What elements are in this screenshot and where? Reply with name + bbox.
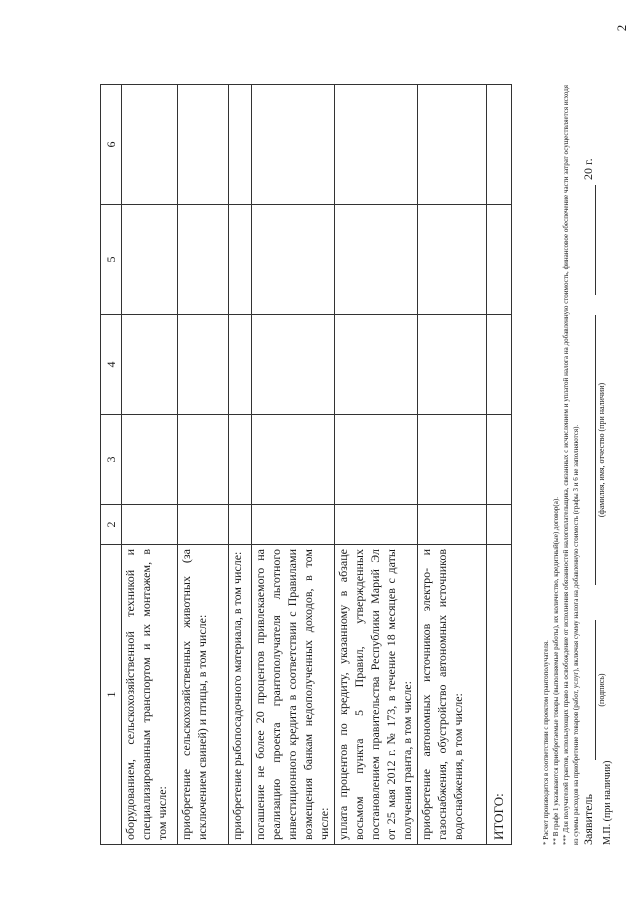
table-cell	[487, 505, 512, 545]
total-label: ИТОГО:	[487, 545, 512, 845]
table-cell	[122, 85, 178, 205]
column-header: 2	[101, 505, 122, 545]
table-row	[418, 85, 487, 845]
rotated-sheet	[100, 85, 620, 845]
table-cell	[252, 415, 335, 505]
table-cell	[487, 85, 512, 205]
table-cell	[252, 205, 335, 315]
table-cell	[418, 505, 487, 545]
column-header: 6	[101, 85, 122, 205]
footnote: * Расчет производится в соответствии с проектом грантополучателя.	[542, 640, 550, 845]
table-cell	[229, 205, 252, 315]
footnote: ** В графе 1 указываются приобретаемые товары (выполняемые работы), их количество, кредитный(ые) договор(а).	[552, 497, 560, 845]
footnote: *** Для получателей грантов, использующих право на освобождение от исполнения обязанностей налогоплательщика, связанных с исчислением и уплатой налога на добавленную стоимость, финансовое обеспечение части затрат осуществляется исходя из суммы расходов на приобретение товаров (работ, услуг), включая сумму налога на добавленную стоимость (графы 3 и 6 не заполняются).	[562, 85, 580, 845]
table-cell	[418, 205, 487, 315]
row-description: приобретение сельскохозяйственных животных (за исключением свиней) и птицы, в том числе:	[178, 545, 229, 845]
column-header: 3	[101, 415, 122, 505]
table-cell	[178, 205, 229, 315]
table-cell	[229, 415, 252, 505]
table-cell	[335, 415, 418, 505]
applicant-label: Заявитель	[581, 794, 595, 845]
signature-line	[595, 620, 596, 760]
name-caption: (фамилия, имя, отчество (при наличии)	[597, 382, 606, 518]
table-cell	[335, 85, 418, 205]
column-header: 5	[101, 205, 122, 315]
date-line	[595, 185, 596, 295]
footnotes	[541, 85, 581, 845]
table-cell	[487, 415, 512, 505]
table-cell	[252, 505, 335, 545]
table-cell	[229, 85, 252, 205]
table-cell	[122, 415, 178, 505]
date-year: 20 г.	[581, 158, 595, 180]
table-cell	[178, 315, 229, 415]
table-cell	[487, 205, 512, 315]
table-row	[252, 85, 335, 845]
table-cell	[122, 505, 178, 545]
table-cell	[252, 315, 335, 415]
table-row	[335, 85, 418, 845]
table-total-row	[487, 85, 512, 845]
row-description: погашение не более 20 процентов привлекаемого на реализацию проекта грантополучателя льготного инвестиционного кредита в соответствии с Правилами возмещения банкам недополученных доходов, в том числе:	[252, 545, 335, 845]
name-line	[595, 315, 596, 585]
row-description: оборудованием, сельскохозяйственной техникой и специализированным транспортом и их монтажем, в том числе:	[122, 545, 178, 845]
row-description: уплата процентов по кредиту, указанному в абзаце восьмом пункта 5 Правил, утвержденных постановлением правительства Республики Марий Эл от 25 мая 2012 г. № 173, в течение 18 месяцев с даты получения гранта, в том числе:	[335, 545, 418, 845]
table-cell	[122, 205, 178, 315]
stamp-label: М.П. (при наличии)	[602, 760, 613, 845]
table-cell	[418, 85, 487, 205]
signature-caption: (подпись)	[597, 673, 606, 707]
table-row	[229, 85, 252, 845]
table-cell	[229, 315, 252, 415]
cost-breakdown-table	[100, 84, 512, 845]
table-cell	[335, 205, 418, 315]
row-description: приобретение автономных источников электро- и газоснабжения, обустройство автономных источников водоснабжения, в том числе:	[418, 545, 487, 845]
table-cell	[335, 315, 418, 415]
table-cell	[178, 505, 229, 545]
table-header-row	[101, 85, 122, 845]
table-cell	[122, 315, 178, 415]
column-header: 4	[101, 315, 122, 415]
table-cell	[178, 415, 229, 505]
table-cell	[418, 415, 487, 505]
table-cell	[487, 315, 512, 415]
table-cell	[252, 85, 335, 205]
table-cell	[335, 505, 418, 545]
page-number: 2	[614, 24, 629, 32]
table-cell	[418, 315, 487, 415]
table-cell	[178, 85, 229, 205]
table-cell	[229, 505, 252, 545]
column-header: 1	[101, 545, 122, 845]
table-row	[178, 85, 229, 845]
table-row	[122, 85, 178, 845]
row-description: приобретение рыбопосадочного материала, в том числе:	[229, 545, 252, 845]
